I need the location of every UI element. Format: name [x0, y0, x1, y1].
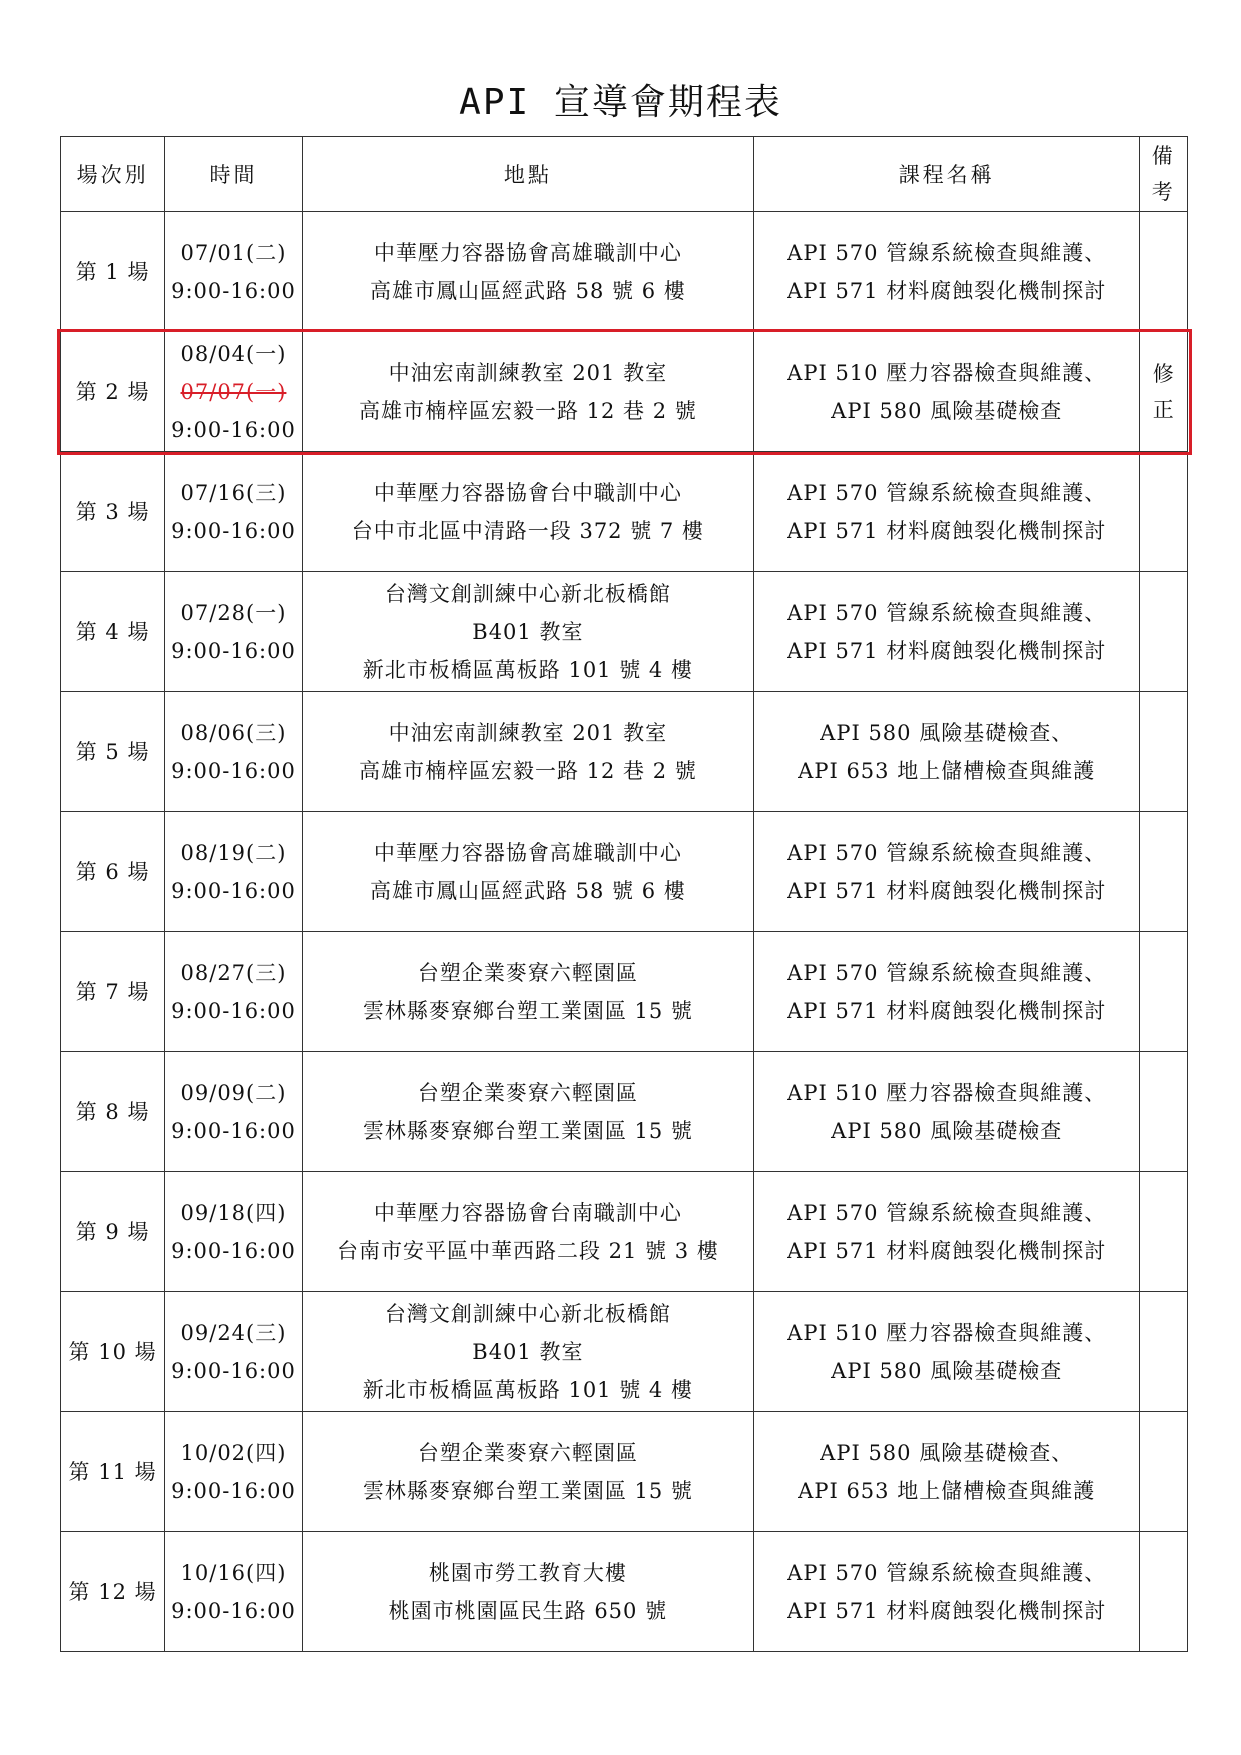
session-date: 08/19(二): [180, 840, 287, 865]
location-line: 台塑企業麥寮六輕園區: [417, 960, 638, 985]
session-label: 第 1 場: [75, 259, 150, 284]
time-cell: [165, 572, 303, 692]
session-label: 第 11 場: [68, 1459, 157, 1484]
course-cell: [753, 332, 1139, 452]
course-line: API 571 材料腐蝕裂化機制探討: [787, 638, 1107, 663]
session-time: 9:00-16:00: [171, 878, 296, 903]
location-line: 高雄市楠梓區宏毅一路 12 巷 2 號: [358, 758, 697, 783]
session-date: 09/24(三): [180, 1320, 287, 1345]
course-line: API 580 風險基礎檢查、: [820, 1440, 1074, 1465]
session-date: 08/27(三): [180, 960, 287, 985]
table-row: [61, 692, 1188, 812]
course-line: API 510 壓力容器檢查與維護、: [787, 1320, 1107, 1345]
location-line: 新北市板橋區萬板路 101 號 4 樓: [362, 657, 693, 682]
session-cell: [61, 1292, 165, 1412]
remark-cell: [1140, 692, 1188, 812]
time-cell: [165, 1412, 303, 1532]
location-cell: [302, 1532, 753, 1652]
remark-cell: [1140, 452, 1188, 572]
session-time: 9:00-16:00: [171, 1358, 296, 1383]
location-line: 中油宏南訓練教室 201 教室: [388, 360, 668, 385]
course-line: API 571 材料腐蝕裂化機制探討: [787, 1598, 1107, 1623]
course-line: API 571 材料腐蝕裂化機制探討: [787, 518, 1107, 543]
session-label: 第 5 場: [75, 739, 150, 764]
session-label: 第 10 場: [68, 1339, 157, 1364]
table-row: [61, 332, 1188, 452]
table-row: [61, 452, 1188, 572]
table-row: [61, 812, 1188, 932]
location-line: 中華壓力容器協會高雄職訓中心: [373, 240, 682, 265]
course-line: API 570 管線系統檢查與維護、: [787, 600, 1107, 625]
course-cell: [753, 1172, 1139, 1292]
session-label: 第 2 場: [75, 379, 150, 404]
session-date: 08/06(三): [180, 720, 287, 745]
remark-cell: [1140, 572, 1188, 692]
session-label: 第 4 場: [75, 619, 150, 644]
course-line: API 570 管線系統檢查與維護、: [787, 1560, 1107, 1585]
session-date: 07/01(二): [180, 240, 287, 265]
header-remark-line-2: 考: [1151, 180, 1176, 204]
remark-cell: [1140, 1172, 1188, 1292]
session-time: 9:00-16:00: [171, 1118, 296, 1143]
location-line: 台中市北區中清路一段 372 號 7 樓: [351, 518, 704, 543]
location-cell: [302, 1292, 753, 1412]
course-cell: [753, 572, 1139, 692]
course-line: API 510 壓力容器檢查與維護、: [787, 360, 1107, 385]
session-cell: [61, 692, 165, 812]
session-cell: [61, 332, 165, 452]
course-cell: [753, 1292, 1139, 1412]
location-cell: [302, 932, 753, 1052]
table-row: [61, 572, 1188, 692]
location-line: 台南市安平區中華西路二段 21 號 3 樓: [336, 1238, 719, 1263]
course-line: API 580 風險基礎檢查: [831, 1358, 1063, 1383]
location-cell: [302, 452, 753, 572]
course-line: API 571 材料腐蝕裂化機制探討: [787, 278, 1107, 303]
session-label: 第 12 場: [68, 1579, 157, 1604]
course-line: API 653 地上儲槽檢查與維護: [798, 1478, 1096, 1503]
location-cell: [302, 572, 753, 692]
session-cell: [61, 1532, 165, 1652]
session-cell: [61, 212, 165, 332]
time-cell: [165, 332, 303, 452]
course-line: API 570 管線系統檢查與維護、: [787, 240, 1107, 265]
location-line: 高雄市鳳山區經武路 58 號 6 樓: [369, 878, 686, 903]
header-course: 課程名稱: [753, 137, 1139, 212]
header-remark: [1140, 137, 1188, 212]
location-line: 台灣文創訓練中心新北板橋館: [384, 581, 671, 606]
remark-cell: [1140, 1532, 1188, 1652]
session-label: 第 8 場: [75, 1099, 150, 1124]
session-time: 9:00-16:00: [171, 1598, 296, 1623]
table-row: [61, 932, 1188, 1052]
location-line: 台塑企業麥寮六輕園區: [417, 1440, 638, 1465]
session-label: 第 3 場: [75, 499, 150, 524]
course-cell: [753, 1052, 1139, 1172]
course-cell: [753, 1532, 1139, 1652]
header-session: 場次別: [61, 137, 165, 212]
time-cell: [165, 1532, 303, 1652]
location-line: 中油宏南訓練教室 201 教室: [388, 720, 668, 745]
location-line: 新北市板橋區萬板路 101 號 4 樓: [362, 1377, 693, 1402]
table-row: [61, 1532, 1188, 1652]
session-date: 08/04(一): [180, 341, 287, 366]
session-label: 第 6 場: [75, 859, 150, 884]
location-cell: [302, 332, 753, 452]
time-cell: [165, 932, 303, 1052]
session-cell: [61, 932, 165, 1052]
location-line: B401 教室: [472, 1339, 584, 1364]
session-date: 07/28(一): [180, 600, 287, 625]
location-line: 高雄市鳳山區經武路 58 號 6 樓: [369, 278, 686, 303]
location-cell: [302, 1052, 753, 1172]
old-date-struck: 07/07(一): [180, 379, 287, 404]
course-cell: [753, 452, 1139, 572]
location-line: 雲林縣麥寮鄉台塑工業園區 15 號: [362, 1478, 693, 1503]
course-line: API 570 管線系統檢查與維護、: [787, 480, 1107, 505]
time-cell: [165, 1052, 303, 1172]
location-line: 中華壓力容器協會高雄職訓中心: [373, 840, 682, 865]
session-time: 9:00-16:00: [171, 998, 296, 1023]
session-time: 9:00-16:00: [171, 638, 296, 663]
location-line: 中華壓力容器協會台南職訓中心: [373, 1200, 682, 1225]
location-line: 台灣文創訓練中心新北板橋館: [384, 1301, 671, 1326]
location-line: 高雄市楠梓區宏毅一路 12 巷 2 號: [358, 398, 697, 423]
location-cell: [302, 212, 753, 332]
course-line: API 570 管線系統檢查與維護、: [787, 960, 1107, 985]
time-cell: [165, 212, 303, 332]
remark-char: 正: [1152, 397, 1175, 422]
time-cell: [165, 452, 303, 572]
table-row: [61, 1292, 1188, 1412]
remark-cell: [1140, 212, 1188, 332]
time-cell: [165, 812, 303, 932]
course-line: API 571 材料腐蝕裂化機制探討: [787, 878, 1107, 903]
header-time: 時間: [165, 137, 303, 212]
session-date: 10/16(四): [180, 1560, 287, 1585]
session-cell: [61, 1412, 165, 1532]
course-line: API 580 風險基礎檢查: [831, 1118, 1063, 1143]
location-line: 中華壓力容器協會台中職訓中心: [373, 480, 682, 505]
session-label: 第 9 場: [75, 1219, 150, 1244]
course-cell: [753, 692, 1139, 812]
session-cell: [61, 452, 165, 572]
session-time: 9:00-16:00: [171, 518, 296, 543]
session-time: 9:00-16:00: [171, 417, 296, 442]
course-cell: [753, 1412, 1139, 1532]
schedule-table: [60, 136, 1188, 1652]
location-cell: [302, 812, 753, 932]
remark-cell: [1140, 812, 1188, 932]
session-cell: [61, 812, 165, 932]
session-time: 9:00-16:00: [171, 1238, 296, 1263]
location-line: 雲林縣麥寮鄉台塑工業園區 15 號: [362, 998, 693, 1023]
course-line: API 571 材料腐蝕裂化機制探討: [787, 1238, 1107, 1263]
course-line: API 570 管線系統檢查與維護、: [787, 1200, 1107, 1225]
location-cell: [302, 1412, 753, 1532]
course-line: API 571 材料腐蝕裂化機制探討: [787, 998, 1107, 1023]
location-line: 雲林縣麥寮鄉台塑工業園區 15 號: [362, 1118, 693, 1143]
table-row: [61, 1172, 1188, 1292]
session-cell: [61, 1052, 165, 1172]
course-line: API 570 管線系統檢查與維護、: [787, 840, 1107, 865]
location-line: 桃園市勞工教育大樓: [428, 1560, 627, 1585]
page-title: API 宣導會期程表: [459, 82, 782, 123]
header-location: 地點: [302, 137, 753, 212]
session-cell: [61, 1172, 165, 1292]
remark-cell: [1140, 1292, 1188, 1412]
course-cell: [753, 212, 1139, 332]
time-cell: [165, 1172, 303, 1292]
location-cell: [302, 692, 753, 812]
course-line: API 580 風險基礎檢查、: [820, 720, 1074, 745]
course-cell: [753, 812, 1139, 932]
session-label: 第 7 場: [75, 979, 150, 1004]
course-line: API 653 地上儲槽檢查與維護: [798, 758, 1096, 783]
location-line: B401 教室: [472, 619, 584, 644]
session-date: 09/18(四): [180, 1200, 287, 1225]
session-date: 07/16(三): [180, 480, 287, 505]
header-row: [61, 137, 1188, 212]
course-cell: [753, 932, 1139, 1052]
table-row: [61, 1052, 1188, 1172]
remark-cell: [1140, 1412, 1188, 1532]
session-time: 9:00-16:00: [171, 1478, 296, 1503]
time-cell: [165, 1292, 303, 1412]
remark-cell: [1140, 932, 1188, 1052]
course-line: API 580 風險基礎檢查: [831, 398, 1063, 423]
location-line: 台塑企業麥寮六輕園區: [417, 1080, 638, 1105]
location-cell: [302, 1172, 753, 1292]
remark-char: 修: [1152, 361, 1175, 386]
remark-cell: [1140, 332, 1188, 452]
location-line: 桃園市桃園區民生路 650 號: [388, 1598, 668, 1623]
table-row: [61, 1412, 1188, 1532]
course-line: API 510 壓力容器檢查與維護、: [787, 1080, 1107, 1105]
table-row: [61, 212, 1188, 332]
session-date: 10/02(四): [180, 1440, 287, 1465]
remark-cell: [1140, 1052, 1188, 1172]
session-time: 9:00-16:00: [171, 278, 296, 303]
session-time: 9:00-16:00: [171, 758, 296, 783]
session-date: 09/09(二): [180, 1080, 287, 1105]
session-cell: [61, 572, 165, 692]
time-cell: [165, 692, 303, 812]
header-remark-line-1: 備: [1151, 144, 1176, 168]
